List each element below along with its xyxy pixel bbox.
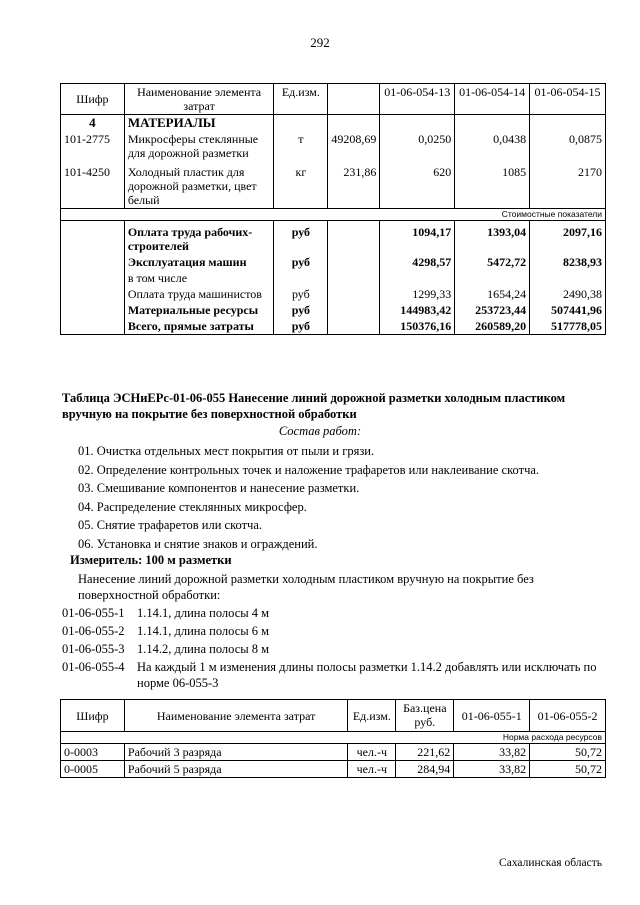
cost-value-15: 2490,38 bbox=[530, 286, 606, 302]
cost-value-13: 150376,16 bbox=[380, 318, 455, 335]
row-name: Рабочий 3 разряда bbox=[124, 744, 347, 761]
cost-value-13: 1094,17 bbox=[380, 221, 455, 255]
cost-value-14: 253723,44 bbox=[455, 302, 530, 318]
section-code: 4 bbox=[61, 115, 125, 132]
row-unit: кг bbox=[274, 161, 328, 209]
description: Нанесение линий дорожной разметки холодным пластиком вручную на покрытие без поверхностной обработки: bbox=[78, 572, 534, 602]
header-unit: Ед.изм. bbox=[348, 700, 396, 732]
list-item: 06. Установка и снятие знаков и ограждений. bbox=[78, 536, 318, 551]
cost-name: Всего, прямые затраты bbox=[124, 318, 274, 335]
row-value-1: 33,82 bbox=[454, 761, 530, 778]
header-col-1: 01-06-055-1 bbox=[454, 700, 530, 732]
row-name: Микросферы стеклянные для дорожной разметки bbox=[124, 131, 274, 161]
table-row bbox=[61, 318, 606, 335]
row-value-13: 0,0250 bbox=[380, 131, 455, 161]
row-code: 101-4250 bbox=[61, 161, 125, 209]
table-row bbox=[61, 221, 606, 255]
variant-text: На каждый 1 м изменения длины полосы разметки 1.14.2 добавлять или исключать по норме 06-055-3 bbox=[137, 660, 597, 690]
cost-unit: руб bbox=[274, 302, 328, 318]
list-item: 01. Очистка отдельных мест покрытия от пыли и грязи. bbox=[78, 444, 375, 458]
section-name: МАТЕРИАЛЫ bbox=[124, 115, 274, 132]
cost-unit: руб bbox=[274, 254, 328, 270]
page-number: 292 bbox=[310, 35, 330, 50]
list-item: 02. Определение контрольных точек и наложение трафаретов или наклеивание скотча. bbox=[78, 462, 540, 477]
variant-code: 01-06-055-4 bbox=[62, 660, 125, 674]
variant-text: 1.14.1, длина полосы 4 м bbox=[137, 606, 270, 620]
table-caption: Таблица ЭСНиЕРс-01-06-055 Нанесение линий дорожной разметки холодным пластиком вручную на покрытие без поверхностной обработки bbox=[62, 391, 566, 421]
row-name: Рабочий 5 разряда bbox=[124, 761, 347, 778]
cost-value-13: 1299,33 bbox=[380, 286, 455, 302]
row-price: 231,86 bbox=[328, 161, 380, 209]
works-label: Состав работ: bbox=[278, 424, 362, 438]
footer-region: Сахалинская область bbox=[499, 857, 602, 869]
header-col-2: 01-06-055-2 bbox=[530, 700, 606, 732]
variant-code: 01-06-055-2 bbox=[62, 624, 125, 638]
row-name: Холодный пластик для дорожной разметки, цвет белый bbox=[124, 161, 274, 209]
variant-code: 01-06-055-1 bbox=[62, 606, 125, 620]
row-value-1: 33,82 bbox=[454, 744, 530, 761]
header-price: Баз.цена руб. bbox=[396, 700, 454, 732]
cost-value-15: 507441,96 bbox=[530, 302, 606, 318]
table-row bbox=[61, 131, 606, 161]
row-unit: т bbox=[274, 131, 328, 161]
measure: Измеритель: 100 м разметки bbox=[70, 553, 232, 567]
cost-value-14: 1393,04 bbox=[455, 221, 530, 255]
row-code: 101-2775 bbox=[61, 131, 125, 161]
cost-name: Материальные ресурсы bbox=[124, 302, 274, 318]
table-header-row bbox=[61, 84, 606, 115]
list-item: 04. Распределение стеклянных микросфер. bbox=[78, 499, 307, 514]
cost-label: Стоимостные показатели bbox=[61, 209, 606, 221]
norm-label-row bbox=[61, 732, 606, 744]
variant-text: 1.14.1, длина полосы 6 м bbox=[137, 624, 270, 638]
cost-name: Эксплуатация машин bbox=[124, 254, 274, 270]
row-code: 0-0005 bbox=[61, 761, 125, 778]
row-value-2: 50,72 bbox=[530, 744, 606, 761]
variant-item bbox=[62, 623, 607, 639]
header-unit: Ед.изм. bbox=[274, 84, 328, 115]
row-unit: чел.-ч bbox=[348, 761, 396, 778]
cost-value-14: 260589,20 bbox=[455, 318, 530, 335]
header-code: Шифр bbox=[61, 700, 125, 732]
row-price: 49208,69 bbox=[328, 131, 380, 161]
table-row bbox=[61, 744, 606, 761]
row-value-13: 620 bbox=[380, 161, 455, 209]
row-unit: чел.-ч bbox=[348, 744, 396, 761]
cost-name: Оплата труда рабочих-строителей bbox=[124, 221, 274, 255]
header-name: Наименование элемента затрат bbox=[124, 84, 274, 115]
row-code: 0-0003 bbox=[61, 744, 125, 761]
row-value-2: 50,72 bbox=[530, 761, 606, 778]
row-value-14: 0,0438 bbox=[455, 131, 530, 161]
header-price bbox=[328, 84, 380, 115]
header-name: Наименование элемента затрат bbox=[124, 700, 347, 732]
norm-label: Норма расхода ресурсов bbox=[61, 732, 606, 744]
table-row bbox=[61, 302, 606, 318]
variant-text: 1.14.2, длина полосы 8 м bbox=[137, 642, 270, 656]
variant-code: 01-06-055-3 bbox=[62, 642, 125, 656]
row-price: 221,62 bbox=[396, 744, 454, 761]
materials-table bbox=[60, 83, 606, 335]
cost-label-row bbox=[61, 209, 606, 221]
header-col-15: 01-06-054-15 bbox=[530, 84, 606, 115]
cost-value-14: 5472,72 bbox=[455, 254, 530, 270]
variant-item bbox=[62, 605, 607, 621]
table-row bbox=[61, 286, 606, 302]
cost-value-13: 4298,57 bbox=[380, 254, 455, 270]
cost-value-15: 2097,16 bbox=[530, 221, 606, 255]
header-col-13: 01-06-054-13 bbox=[380, 84, 455, 115]
list-item: 03. Смешивание компонентов и нанесение разметки. bbox=[78, 481, 360, 495]
cost-value-13: 144983,42 bbox=[380, 302, 455, 318]
cost-value-15: 517778,05 bbox=[530, 318, 606, 335]
row-value-15: 0,0875 bbox=[530, 131, 606, 161]
table-row bbox=[61, 270, 606, 286]
section-row bbox=[61, 115, 606, 132]
resources-table bbox=[60, 699, 606, 778]
variant-item bbox=[62, 659, 607, 691]
table-row bbox=[61, 254, 606, 270]
cost-unit: руб bbox=[274, 286, 328, 302]
table-row bbox=[61, 161, 606, 209]
work-list bbox=[78, 442, 608, 553]
header-code: Шифр bbox=[61, 84, 125, 115]
table-header-row bbox=[61, 700, 606, 732]
row-value-15: 2170 bbox=[530, 161, 606, 209]
cost-value-14: 1654,24 bbox=[455, 286, 530, 302]
variant-item bbox=[62, 641, 607, 657]
row-value-14: 1085 bbox=[455, 161, 530, 209]
row-price: 284,94 bbox=[396, 761, 454, 778]
header-col-14: 01-06-054-14 bbox=[455, 84, 530, 115]
cost-unit: руб bbox=[274, 221, 328, 255]
list-item: 05. Снятие трафаретов или скотча. bbox=[78, 518, 263, 532]
cost-unit: руб bbox=[274, 318, 328, 335]
cost-value-15: 8238,93 bbox=[530, 254, 606, 270]
table-row bbox=[61, 761, 606, 778]
cost-name: Оплата труда машинистов bbox=[124, 286, 274, 302]
cost-name: в том числе bbox=[124, 270, 274, 286]
